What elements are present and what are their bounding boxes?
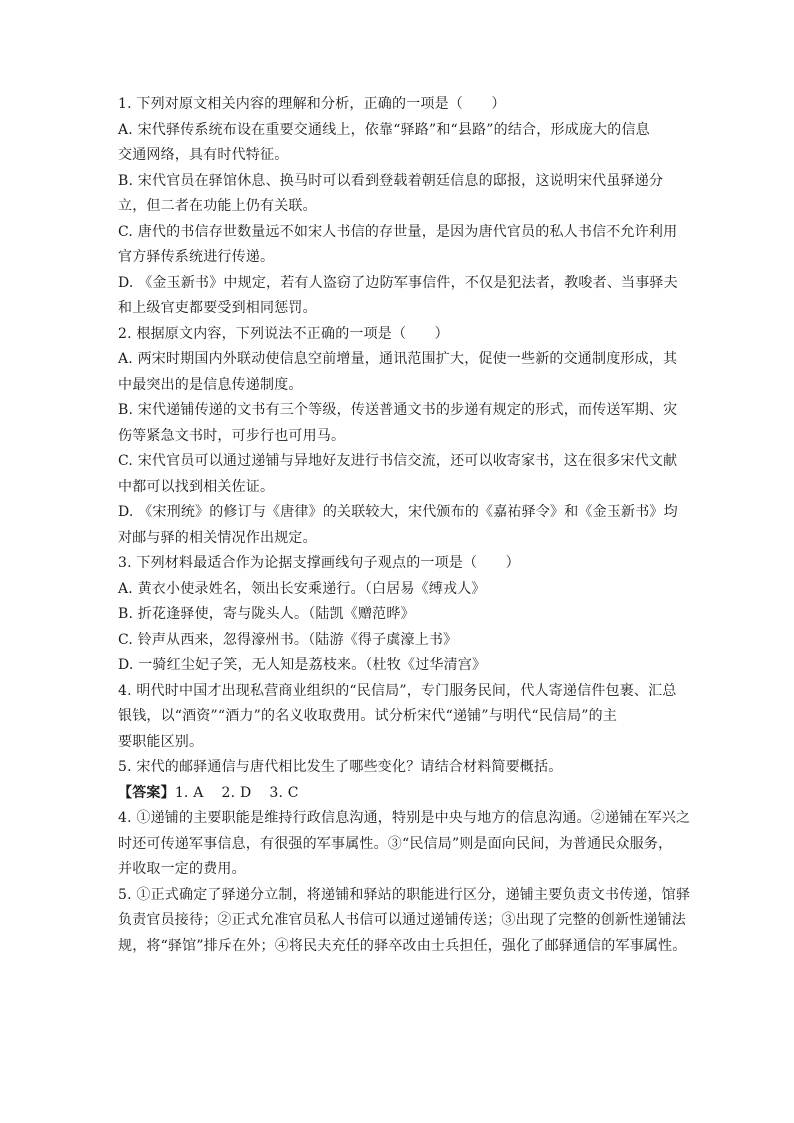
text-line: 和上级官吏都要受到相同惩罚。	[118, 300, 317, 316]
text-line: 1. 下列对原文相关内容的理解和分析，正确的一项是（ ）	[118, 96, 506, 112]
text-line: 银钱，以“酒资”“酒力”的名义收取费用。试分析宋代“递铺”与明代“民信局”的主	[118, 708, 618, 724]
text-line: 要职能区别。	[118, 733, 204, 750]
question-1-option-a	[118, 118, 678, 169]
text-line: 对邮与驿的相关情况作出规定。	[118, 529, 317, 546]
answer-choice-3: 3. C	[269, 784, 299, 801]
answer-key-line	[118, 781, 678, 807]
text-line: 3. 下列材料最适合作为论据支撑画线句子观点的一项是（ ）	[118, 555, 520, 571]
text-line: 中最突出的是信息传递制度。	[118, 376, 303, 393]
text-line: C. 宋代官员可以通过递铺与异地好友进行书信交流，还可以收寄家书，这在很多宋代文献	[118, 453, 678, 469]
question-2-option-b	[118, 398, 678, 449]
text-line: 5. ①正式确定了驿递分立制，将递铺和驿站的职能进行区分，递铺主要负责文书传递，馆驿	[118, 886, 691, 903]
text-line: 4. 明代时中国才出现私营商业组织的“民信局”，专门服务民间，代人寄递信件包裹、汇总	[118, 682, 677, 699]
question-3-option-c	[118, 628, 678, 654]
text-line: D. 《金玉新书》中规定，若有人盗窃了边防军事信件，不仅是犯法者，教唆者、当事驿夫	[118, 274, 678, 291]
text-line: B. 宋代官员在驿馆休息、换马时可以看到登载着朝廷信息的邸报，这说明宋代虽驿递分	[118, 172, 664, 189]
text-line: 立，但二者在功能上仍有关联。	[118, 198, 317, 214]
question-2-option-a	[118, 347, 678, 398]
text-line: 中都可以找到相关佐证。	[118, 478, 275, 495]
question-2-option-c	[118, 449, 678, 500]
document-page	[118, 92, 691, 959]
text-line: 5. 宋代的邮驿通信与唐代相比发生了哪些变化？请结合材料简要概括。	[118, 759, 563, 775]
question-1-option-b	[118, 169, 678, 220]
text-line: C. 铃声从西来，忽得濠州书。（陆游《得子虡濠上书》	[118, 631, 458, 648]
text-line: 官方驿传系统进行传递。	[118, 249, 275, 265]
question-4-stem	[118, 679, 678, 756]
question-3-option-d	[118, 653, 678, 679]
text-line: 时还可传递军事信息，有很强的军事属性。③“民信局”则是面向民间，为普通民众服务，	[118, 835, 673, 852]
question-1-option-c	[118, 220, 678, 271]
answer-4	[118, 806, 691, 883]
question-3-option-a	[118, 577, 678, 603]
question-3-stem	[118, 551, 678, 577]
question-1-stem	[118, 92, 678, 118]
text-line: C. 唐代的书信存世数量远不如宋人书信的存世量，是因为唐代官员的私人书信不允许利用	[118, 223, 678, 240]
question-5-stem	[118, 755, 678, 781]
text-line: 4. ①递铺的主要职能是维持行政信息沟通，特别是中央与地方的信息沟通。②递铺在军兴之	[118, 810, 691, 826]
question-3-option-b	[118, 602, 678, 628]
text-line: B. 折花逢驿使，寄与陇头人。（陆凯《赠范晔》	[118, 606, 415, 622]
answer-tag: 【答案】	[118, 784, 175, 801]
text-line: 负责官员接待；②正式允准官员私人书信可以通过递铺传送；③出现了完整的创新性递铺法	[118, 912, 686, 928]
answer-choice-1: 1. A	[174, 784, 204, 801]
text-line: D. 一骑红尘妃子笑，无人知是荔枝来。（杜牧《过华清宫》	[118, 657, 487, 673]
text-line: A. 宋代驿传系统布设在重要交通线上，依靠“驿路”和“县路”的结合，形成庞大的信息	[118, 121, 650, 138]
answer-choice-2: 2. D	[221, 784, 252, 801]
text-line: A. 两宋时期国内外联动使信息空前增量，通讯范围扩大，促使一些新的交通制度形成，其	[118, 351, 678, 367]
question-2-stem	[118, 322, 678, 348]
question-1-option-d	[118, 271, 678, 322]
question-2-option-d	[118, 500, 678, 551]
text-line: D. 《宋刑统》的修订与《唐律》的关联较大，宋代颁布的《嘉祐驿令》和《金玉新书》均	[118, 504, 678, 520]
text-line: 伤等紧急文书时，可步行也可用马。	[118, 427, 346, 444]
text-line: A. 黄衣小使录姓名，领出长安乘递行。（白居易《缚戎人》	[118, 580, 486, 597]
text-line: 交通网络，具有时代特征。	[118, 147, 289, 163]
text-line: 并收取一定的费用。	[118, 861, 246, 877]
text-line: 规，将“驿馆”排斥在外；④将民夫充任的驿卒改由士兵担任，强化了邮驿通信的军事属性。	[118, 937, 687, 954]
text-line: B. 宋代递铺传递的文书有三个等级，传送普通文书的步递有规定的形式，而传送军期、灾	[118, 402, 678, 418]
answer-5	[118, 883, 691, 960]
text-line: 2. 根据原文内容，下列说法不正确的一项是（ ）	[118, 325, 449, 342]
